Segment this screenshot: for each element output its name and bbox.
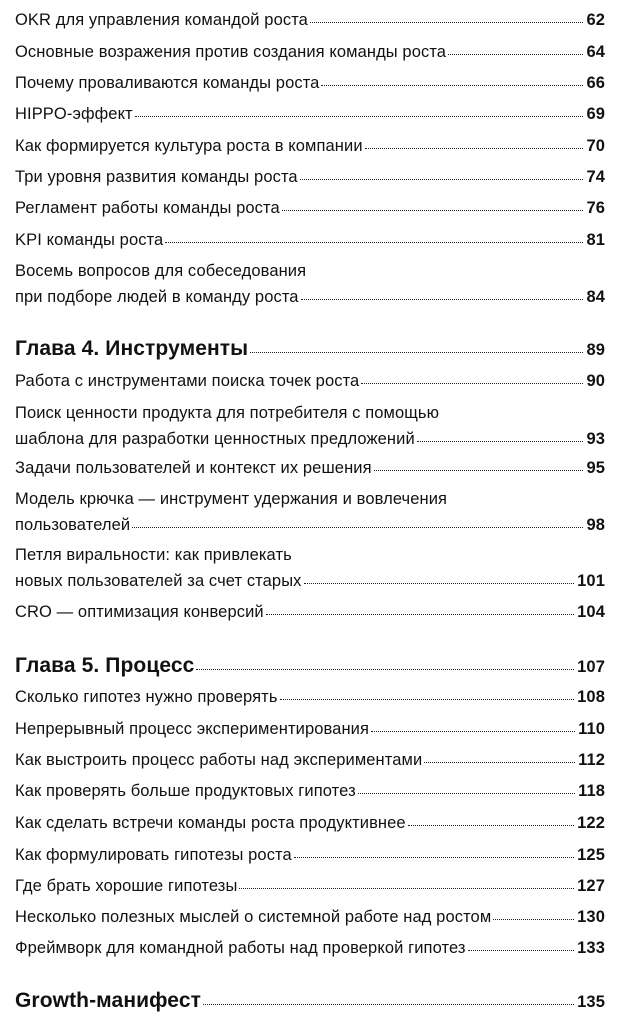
leader-dots: [424, 762, 575, 763]
toc-entry-title: HIPPO-эффект: [15, 105, 133, 123]
leader-dots: [408, 825, 574, 826]
toc-entry: [15, 873, 605, 899]
leader-dots: [468, 950, 575, 951]
toc-entry: [15, 258, 605, 310]
toc-entry: [15, 486, 605, 538]
toc-entry: [15, 133, 605, 159]
chapter-page: 89: [586, 341, 605, 359]
toc-entry-page: 93: [586, 430, 605, 448]
toc-entry-title: KPI команды роста: [15, 231, 164, 249]
leader-dots: [417, 441, 584, 442]
leader-dots: [374, 470, 584, 471]
toc-entry-title: шаблона для разработки ценностных предложений: [15, 430, 415, 448]
toc-entry: [15, 39, 605, 65]
leader-dots: [304, 583, 575, 584]
toc-entry-page: 70: [586, 137, 605, 155]
toc-chapter: [15, 986, 605, 1017]
toc-entry-title-line1: Петля виральности: как привлекать: [15, 546, 292, 564]
leader-dots: [448, 54, 583, 55]
toc-entry-page: 130: [577, 908, 605, 926]
toc-entry: [15, 400, 605, 452]
leader-dots: [165, 242, 583, 243]
toc-entry-title: Почему проваливаются команды роста: [15, 74, 320, 92]
toc-entry: [15, 455, 605, 481]
toc-entry: [15, 904, 605, 930]
leader-dots: [132, 527, 583, 528]
leader-dots: [310, 22, 583, 23]
toc-entry-page: 122: [577, 814, 605, 832]
toc-entry: [15, 935, 605, 961]
toc-entry-title: Работа с инструментами поиска точек роста: [15, 372, 360, 390]
toc-entry-page: 125: [577, 846, 605, 864]
leader-dots: [203, 1004, 574, 1005]
toc-entry-title: OKR для управления командой роста: [15, 11, 308, 29]
toc-entry-title: Регламент работы команды роста: [15, 199, 280, 217]
toc-entry-title: Несколько полезных мыслей о системной работе над ростом: [15, 908, 492, 926]
toc-entry-title: Как выстроить процесс работы над экспериментами: [15, 751, 423, 769]
toc-entry-page: 74: [586, 168, 605, 186]
toc-entry-page: 76: [586, 199, 605, 217]
toc-entry: [15, 716, 605, 742]
toc-entry-page: 69: [586, 105, 605, 123]
leader-dots: [321, 85, 583, 86]
toc-entry: [15, 195, 605, 221]
toc-entry: [15, 684, 605, 710]
leader-dots: [135, 116, 584, 117]
leader-dots: [365, 148, 584, 149]
toc-entry: [15, 778, 605, 804]
toc-entry-title: пользователей: [15, 516, 131, 534]
chapter-title: Глава 4. Инструменты: [15, 337, 249, 360]
toc-entry-page: 90: [586, 372, 605, 390]
toc-entry: [15, 599, 605, 625]
leader-dots: [266, 614, 574, 615]
toc-entry: [15, 70, 605, 96]
toc-entry-title: Фреймворк для командной работы над проверкой гипотез: [15, 939, 466, 957]
toc-entry-title: CRO — оптимизация конверсий: [15, 603, 264, 621]
chapter-page: 135: [577, 993, 605, 1011]
chapter-page: 107: [577, 658, 605, 676]
toc-entry-page: 133: [577, 939, 605, 957]
leader-dots: [239, 888, 574, 889]
chapter-title: Глава 5. Процесс: [15, 654, 195, 677]
toc-entry-title: Как формируется культура роста в компании: [15, 137, 363, 155]
leader-dots: [196, 669, 574, 670]
chapter-title: Growth-манифест: [15, 989, 201, 1012]
toc-entry-title: Где брать хорошие гипотезы: [15, 877, 238, 895]
toc-entry-page: 98: [586, 516, 605, 534]
toc-entry-title: Как формулировать гипотезы роста: [15, 846, 292, 864]
toc-entry-title-line1: Поиск ценности продукта для потребителя с помощью: [15, 404, 440, 422]
toc-entry-title: при подборе людей в команду роста: [15, 288, 299, 306]
toc-entry-page: 62: [586, 11, 605, 29]
toc-entry: [15, 810, 605, 836]
toc-entry-page: 64: [586, 43, 605, 61]
toc-entry-title: Три уровня развития команды роста: [15, 168, 298, 186]
leader-dots: [361, 383, 583, 384]
toc-entry-title: новых пользователей за счет старых: [15, 572, 302, 590]
leader-dots: [250, 352, 583, 353]
leader-dots: [294, 857, 574, 858]
toc-entry-title-line1: Восемь вопросов для собеседования: [15, 262, 307, 280]
toc-entry-page: 84: [586, 288, 605, 306]
toc-entry-page: 118: [578, 782, 605, 800]
toc-entry: [15, 542, 605, 594]
toc-entry-page: 110: [578, 720, 605, 738]
toc-entry: [15, 164, 605, 190]
toc-entry-title: Как проверять больше продуктовых гипотез: [15, 782, 356, 800]
toc-entry-title: Непрерывный процесс экспериментирования: [15, 720, 370, 738]
toc-entry-title-line1: Модель крючка — инструмент удержания и вовлечения: [15, 490, 448, 508]
toc-entry: [15, 842, 605, 868]
toc-entry-title: Задачи пользователей и контекст их решения: [15, 459, 372, 477]
toc-entry: [15, 747, 605, 773]
leader-dots: [280, 699, 575, 700]
leader-dots: [300, 179, 584, 180]
toc-entry: [15, 7, 605, 33]
toc-entry: [15, 368, 605, 394]
toc-entry: [15, 227, 605, 253]
toc-entry-page: 104: [577, 603, 605, 621]
toc-entry: [15, 101, 605, 127]
toc-chapter: [15, 651, 605, 682]
toc-entry-title: Сколько гипотез нужно проверять: [15, 688, 278, 706]
toc-entry-page: 127: [577, 877, 605, 895]
toc-entry-page: 112: [578, 751, 605, 769]
toc-entry-page: 95: [586, 459, 605, 477]
toc-entry-page: 101: [577, 572, 605, 590]
toc-entry-title: Основные возражения против создания команды роста: [15, 43, 447, 61]
leader-dots: [358, 793, 575, 794]
toc-entry-page: 108: [577, 688, 605, 706]
toc-entry-page: 81: [586, 231, 605, 249]
leader-dots: [493, 919, 574, 920]
leader-dots: [371, 731, 575, 732]
toc-entry-title: Как сделать встречи команды роста продуктивнее: [15, 814, 406, 832]
toc-chapter: [15, 334, 605, 365]
leader-dots: [282, 210, 584, 211]
toc-entry-page: 66: [586, 74, 605, 92]
leader-dots: [301, 299, 584, 300]
